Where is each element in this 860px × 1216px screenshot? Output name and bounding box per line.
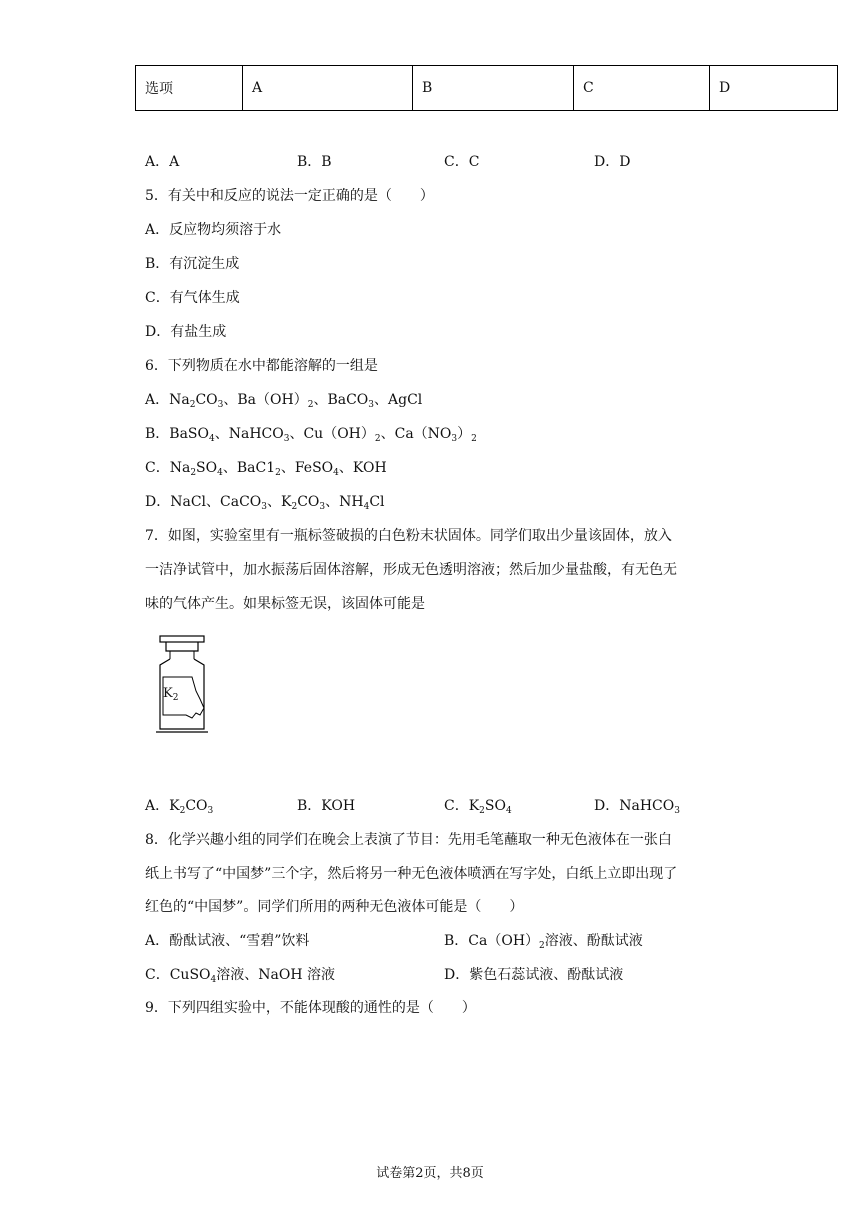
q6-choice-d: D．NaCl、CaCO$_3$、$K_2CO_3$、$NH_4Cl$ [145,494,385,512]
q5-choice-b: B．有沉淀生成 [145,256,240,272]
table-cell: C [574,66,710,111]
q5-choice-a: A．反应物均须溶于水 [145,222,282,238]
q8-choice-d: D．紫色石蕊试液、酚酞试液 [444,967,624,983]
page-footer: 试卷第2页，共8页 [376,1166,484,1181]
q6-choice-b: B．BaSO$_4$、NaHCO$_3$、$Cu(OH)_2$、$Ca(NO_3)_2$ [145,426,477,444]
q4-choice-b: B．B [297,154,332,170]
q7-choice-b: B．KOH [297,798,356,814]
q8-choice-a: A．酚酞试液、“雪碧”饮料 [145,933,310,949]
q7-choice-a: A．$K_2CO_3$ [145,798,214,816]
q7-stem-line: 一洁净试管中，加水振荡后固体溶解，形成无色透明溶液；然后加少量盐酸，有无色无 [145,562,677,578]
q8-choice-b: B．$Ca(OH)_2$溶液、酚酞试液 [444,933,643,951]
q7-choice-c: C．$K_2SO_4$ [444,798,512,816]
bottle-label-text: $K_2$ [163,686,179,703]
options-table [135,65,838,111]
q4-choice-d: D．D [594,154,631,170]
q4-choice-a: A．A [145,154,180,170]
q6-choice-c: C．$Na_2SO_4$、$BaC1_2$、FeSO$_4$、KOH [145,460,387,478]
q5-choice-c: C．有气体生成 [145,290,240,306]
table-cell: D [710,66,838,111]
q7-stem-line: 7．如图，实验室里有一瓶标签破损的白色粉末状固体。同学们取出少量该固体，放入 [145,528,672,544]
q4-choice-c: C．C [444,154,480,170]
q6-choice-a: A．$Na_2CO_3$、$Ba(OH)_2$、BaCO$_3$、AgCl [145,392,423,410]
q5-choice-d: D．有盐生成 [145,324,227,340]
q7-stem-line: 味的气体产生。如果标签无误，该固体可能是 [145,596,425,612]
q9-stem: 9．下列四组实验中，不能体现酸的通性的是（ ） [145,1000,476,1016]
table-cell: A [243,66,413,111]
q8-stem-line: 红色的“中国梦”。同学们所用的两种无色液体可能是（ ） [145,899,524,915]
table-cell: 选项 [136,66,243,111]
table-cell: B [413,66,574,111]
q7-choice-d: D．NaHCO$_3$ [594,798,680,816]
reagent-bottle-figure [152,633,212,735]
q8-choice-c: C．CuSO$_4$溶液、NaOH 溶液 [145,967,335,985]
q5-stem: 5．有关中和反应的说法一定正确的是（ ） [145,188,434,204]
q8-stem-line: 8．化学兴趣小组的同学们在晚会上表演了节目：先用毛笔蘸取一种无色液体在一张白 [145,832,672,848]
q8-stem-line: 纸上书写了“中国梦”三个字，然后将另一种无色液体喷洒在写字处，白纸上立即出现了 [145,866,678,882]
q6-stem: 6．下列物质在水中都能溶解的一组是 [145,358,378,374]
